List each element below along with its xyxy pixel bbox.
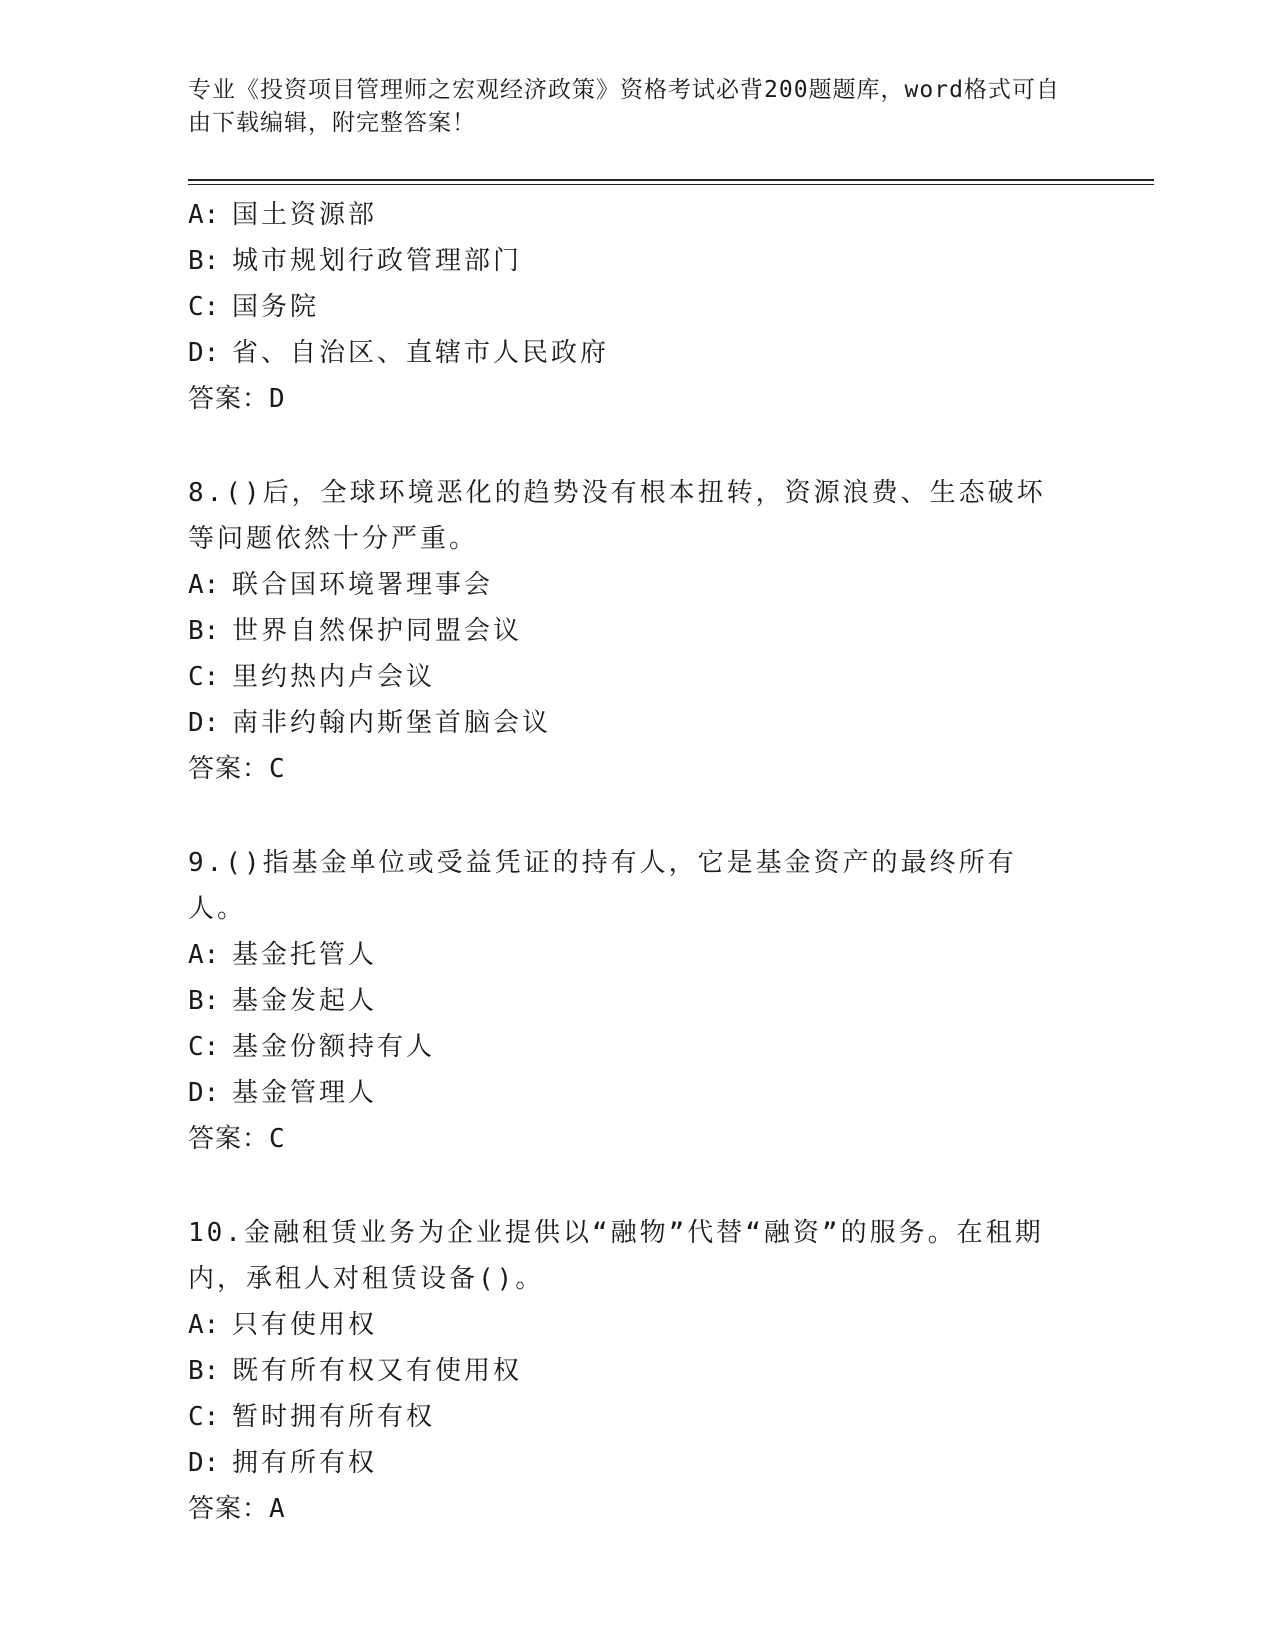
- question-block-7: [188, 192, 1088, 422]
- option-b: B: 世界自然保护同盟会议: [188, 616, 523, 646]
- spacer: [188, 422, 1088, 470]
- option-d: D: 拥有所有权: [188, 1448, 378, 1478]
- answer-line: 答案：D: [188, 384, 286, 414]
- option-d: D: 基金管理人: [188, 1078, 378, 1108]
- option-b: B: 既有所有权又有使用权: [188, 1356, 523, 1386]
- option-c: C: 基金份额持有人: [188, 1032, 436, 1062]
- header-rule-thin: [188, 184, 1154, 185]
- option-a: A: 基金托管人: [188, 940, 378, 970]
- option-c: C: 暂时拥有所有权: [188, 1402, 436, 1432]
- option-a: A: 联合国环境署理事会: [188, 570, 494, 600]
- option-a: A: 只有使用权: [188, 1310, 378, 1340]
- answer-line: 答案：C: [188, 754, 286, 784]
- question-list: [188, 192, 1088, 1532]
- question-text: 10.金融租赁业务为企业提供以“融物”代替“融资”的服务。在租期内，承租人对租赁设备()。: [188, 1218, 1044, 1294]
- option-b: B: 城市规划行政管理部门: [188, 246, 523, 276]
- question-block-9: [188, 840, 1088, 1162]
- option-d: D: 南非约翰内斯堡首脑会议: [188, 708, 552, 738]
- spacer: [188, 792, 1088, 840]
- question-block-10: [188, 1210, 1088, 1532]
- question-text: 9.()指基金单位或受益凭证的持有人，它是基金资产的最终所有人。: [188, 848, 1017, 924]
- option-c: C: 国务院: [188, 292, 320, 322]
- answer-line: 答案：A: [188, 1494, 286, 1524]
- option-a: A: 国土资源部: [188, 200, 378, 230]
- option-b: B: 基金发起人: [188, 986, 378, 1016]
- question-block-8: [188, 470, 1088, 792]
- option-c: C: 里约热内卢会议: [188, 662, 436, 692]
- header-rule-thick: [188, 179, 1154, 181]
- option-d: D: 省、自治区、直辖市人民政府: [188, 338, 610, 368]
- question-text: 8.()后，全球环境恶化的趋势没有根本扭转，资源浪费、生态破坏等问题依然十分严重。: [188, 478, 1046, 554]
- answer-line: 答案：C: [188, 1124, 286, 1154]
- document-header: 专业《投资项目管理师之宏观经济政策》资格考试必背200题题库，word格式可自由下载编辑，附完整答案！: [188, 77, 1060, 136]
- spacer: [188, 1162, 1088, 1210]
